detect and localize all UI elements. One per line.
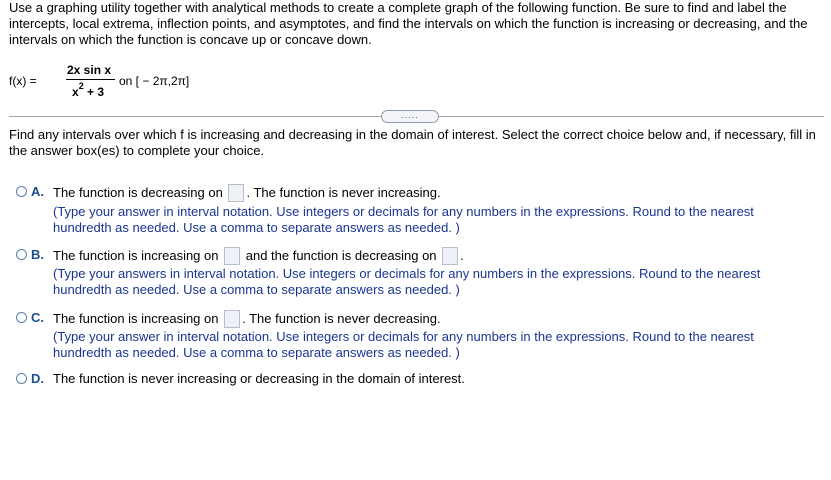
choice-c-letter: C. [31, 310, 44, 325]
choice-b-radio[interactable] [16, 249, 27, 260]
choice-b-text-middle: and the function is decreasing on [245, 248, 437, 263]
choice-a-radio[interactable] [16, 186, 27, 197]
choice-a-text [53, 184, 441, 202]
choice-a-hint: (Type your answer in interval notation. Use integers or decimals for any numbers in the expressions. Round to the nearest hundredth as needed. Use a comma to separate answers as needed. ) [53, 204, 754, 235]
expand-more-button[interactable]: ..... [381, 110, 439, 123]
choice-b-text [53, 247, 464, 265]
choice-c-text [53, 310, 441, 328]
choice-a-text-after: . The function is never increasing. [246, 185, 441, 200]
fraction-numerator: 2x sin x [67, 63, 112, 77]
choice-b-letter: B. [31, 247, 44, 262]
problem-intro: Use a graphing utility together with analytical methods to create a complete graph of the following function. Be sure to find and label the intercepts, local extrema, inflection points, and asymptotes, and find the intervals on which the function is increasing or decreasing, and the intervals on which the function is concave up or concave down. [9, 0, 808, 47]
function-label: f(x) = [9, 74, 37, 88]
choice-a-letter: A. [31, 184, 44, 199]
denominator-rest: + 3 [83, 85, 105, 99]
choice-c-hint: (Type your answer in interval notation. Use integers or decimals for any numbers in the expressions. Round to the nearest hundredth as needed. Use a comma to separate answers as needed. ) [53, 329, 754, 360]
choice-c-text-before: The function is increasing on [53, 311, 219, 326]
choice-d-text: The function is never increasing or decreasing in the domain of interest. [53, 371, 465, 386]
choice-b-answer-box-decreasing[interactable] [442, 247, 458, 265]
choice-b-answer-box-increasing[interactable] [224, 247, 240, 265]
denominator-exponent: 2 [78, 81, 84, 91]
choice-d-radio[interactable] [16, 373, 27, 384]
domain-interval: on [ − 2π,2π] [119, 74, 190, 88]
choice-a-answer-box[interactable] [228, 184, 244, 202]
question-text: Find any intervals over which f is increasing and decreasing in the domain of interest. Select the correct choice below and, if necessary, fill in the answer box(es) to complete your choice. [9, 127, 816, 158]
choice-c-text-after: . The function is never decreasing. [242, 311, 441, 326]
choice-c-radio[interactable] [16, 312, 27, 323]
fraction-bar [66, 79, 115, 80]
choice-a-text-before: The function is decreasing on [53, 185, 223, 200]
fraction-denominator [72, 83, 104, 99]
denominator-base: x [72, 85, 79, 99]
choice-d-letter: D. [31, 371, 44, 386]
choice-b-text-after: . [460, 248, 464, 263]
choice-c-answer-box[interactable] [224, 310, 240, 328]
choice-b-text-before: The function is increasing on [53, 248, 219, 263]
choice-b-hint: (Type your answers in interval notation. Use integers or decimals for any numbers in the expressions. Round to the nearest hundredth as needed. Use a comma to separate answers as needed. ) [53, 266, 761, 297]
function-formula [9, 61, 309, 105]
